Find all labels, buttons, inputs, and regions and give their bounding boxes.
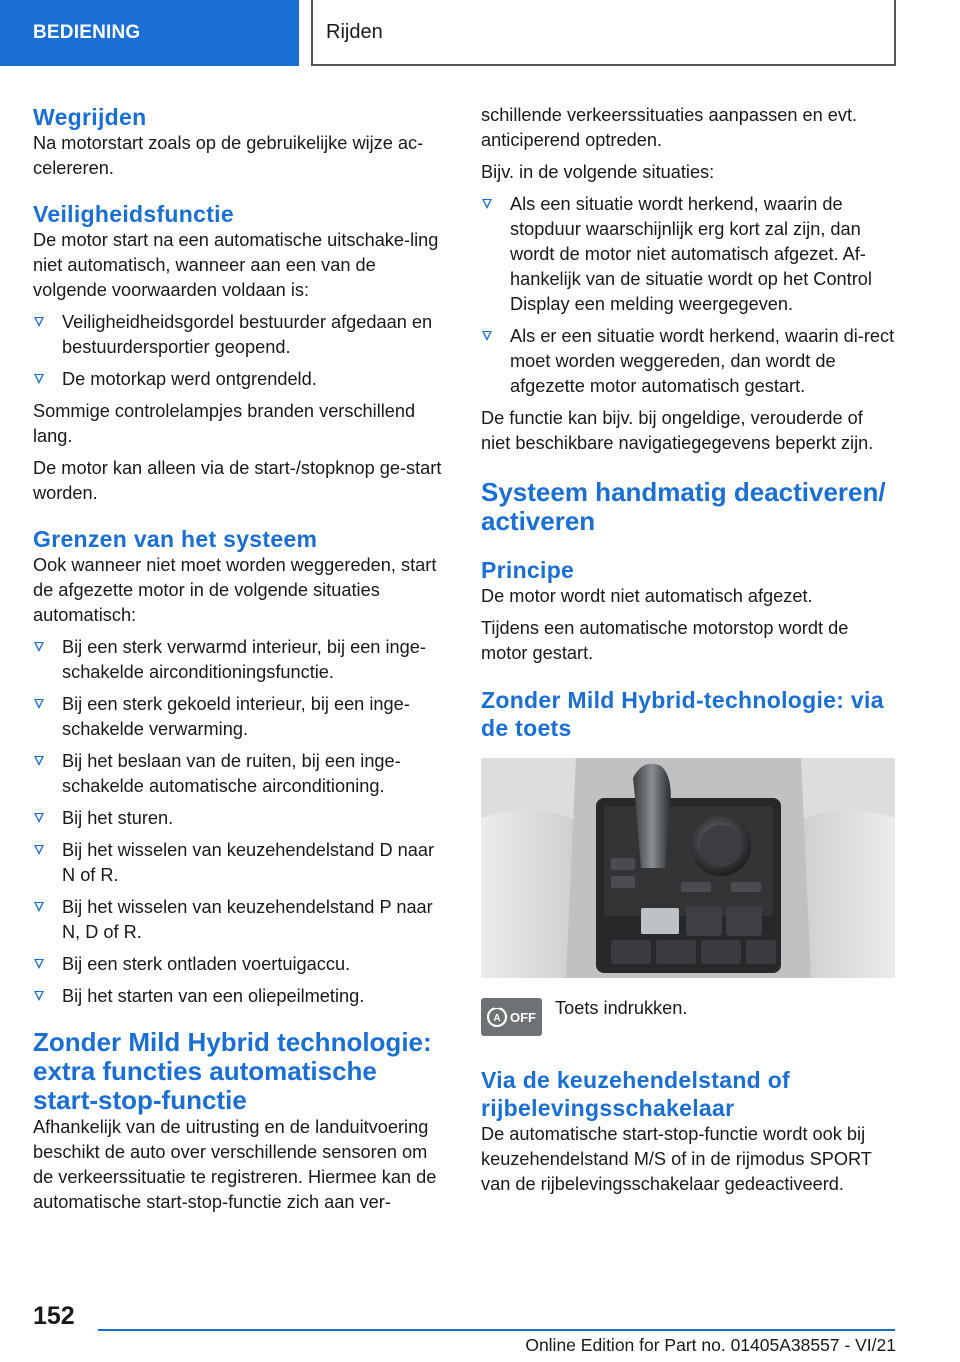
section-label: BEDIENING — [33, 22, 141, 43]
center-console-photo — [481, 758, 895, 978]
triangle-bullet-icon — [34, 959, 44, 969]
paragraph: Tijdens een automatische motorstop wordt de motor gestart. — [481, 618, 849, 663]
edition-note: Online Edition for Part no. 01405A38557 - VI/21 — [525, 1335, 896, 1355]
key-instruction-text: Toets indrukken. — [555, 998, 688, 1018]
triangle-bullet-icon — [34, 756, 44, 766]
paragraph: Sommige controlelampjes branden verschillend lang. — [33, 401, 416, 446]
list-item: Als een situatie wordt herkend, waarin de stopduur waarschijnlijk erg kort zal zijn, dan wordt de motor niet automatisch afgezet. Af-hankelijk van de situatie wordt op het Control Display een melding weergegeven. — [481, 192, 895, 317]
triangle-bullet-icon — [482, 331, 492, 341]
section-heading-principe: Principe — [481, 557, 575, 583]
triangle-bullet-icon — [482, 199, 492, 209]
triangle-bullet-icon — [34, 845, 44, 855]
triangle-bullet-icon — [34, 317, 44, 327]
left-column — [33, 103, 449, 1215]
paragraph: Afhankelijk van de uitrusting en de landuitvoering beschikt de auto over verschillende sensoren om de verkeerssituatie te registreren. Hiermee kan de automatische start-stop-functie zich aan ver- — [33, 1117, 437, 1212]
list-item: Veiligheidheidsgordel bestuurder afgedaan en bestuurdersportier geopend. — [33, 310, 449, 360]
list-item: Bij het beslaan van de ruiten, bij een inge-schakelde automatische airconditioning. — [33, 749, 449, 799]
paragraph: schillende verkeerssituaties aanpassen en evt. anticiperend optreden. — [481, 105, 858, 150]
list-item: Bij het wisselen van keuzehendelstand P naar N, D of R. — [33, 895, 449, 945]
page-number: 152 — [33, 1302, 75, 1330]
triangle-bullet-icon — [34, 813, 44, 823]
paragraph: De automatische start-stop-functie wordt ook bij keuzehendelstand M/S of in de rijmodus SPORT van de rijbelevingsschakelaar gedeactiveerd. — [481, 1124, 872, 1194]
list-item: Bij een sterk ontladen voertuigaccu. — [33, 952, 449, 977]
bullet-list — [481, 192, 895, 399]
list-item: Bij het wisselen van keuzehendelstand D naar N of R. — [33, 838, 449, 888]
paragraph: Ook wanneer niet moet worden weggereden, start de afgezette motor in de volgende situaties automatisch: — [33, 555, 437, 625]
key-icon-label: OFF — [510, 1010, 536, 1025]
section-heading-zonder-mild-hybrid: Zonder Mild Hybrid technologie: extra functies automatische start-stop-functie — [33, 1027, 432, 1115]
section-tab — [0, 0, 299, 66]
section-heading-via-de-toets: Zonder Mild Hybrid-technologie: via de toets — [481, 687, 884, 741]
section-heading-via-keuzehendel: Via de keuzehendelstand of rijbelevingsschakelaar — [481, 1067, 791, 1121]
paragraph: De motor kan alleen via de start-/stopknop ge-start worden. — [33, 458, 442, 503]
svg-text:A: A — [493, 1013, 501, 1024]
right-column — [481, 103, 895, 1197]
triangle-bullet-icon — [34, 642, 44, 652]
bullet-list — [33, 635, 449, 1009]
paragraph: De functie kan bijv. bij ongeldige, verouderde of niet beschikbare navigatiegegevens beperkt zijn. — [481, 408, 874, 453]
paragraph: De motor wordt niet automatisch afgezet. — [481, 586, 813, 606]
list-item: Bij het sturen. — [33, 806, 449, 831]
list-item: De motorkap werd ontgrendeld. — [33, 367, 449, 392]
paragraph: Na motorstart zoals op de gebruikelijke wijze ac-celereren. — [33, 133, 424, 178]
triangle-bullet-icon — [34, 374, 44, 384]
footer-divider — [98, 1329, 895, 1331]
key-instruction — [481, 998, 895, 1036]
paragraph: De motor start na een automatische uitschake-ling niet automatisch, wanneer aan een van de volgende voorwaarden voldaan is: — [33, 230, 439, 300]
center-console-illustration — [481, 758, 895, 978]
list-item: Als er een situatie wordt herkend, waarin di-rect moet worden weggereden, dan wordt de afgezette motor automatisch gestart. — [481, 324, 895, 399]
section-heading-systeem-handmatig: Systeem handmatig deactiveren/ activeren — [481, 477, 886, 536]
list-item: Bij een sterk gekoeld interieur, bij een inge-schakelde verwarming. — [33, 692, 449, 742]
triangle-bullet-icon — [34, 699, 44, 709]
paragraph: Bijv. in de volgende situaties: — [481, 162, 715, 182]
list-item: Bij het starten van een oliepeilmeting. — [33, 984, 449, 1009]
list-item: Bij een sterk verwarmd interieur, bij een inge-schakelde airconditioningsfunctie. — [33, 635, 449, 685]
section-heading-wegrijden: Wegrijden — [33, 104, 147, 130]
chapter-title: Rijden — [326, 20, 383, 43]
section-heading-veiligheidsfunctie: Veiligheidsfunctie — [33, 201, 234, 227]
bullet-list — [33, 310, 449, 392]
chapter-header — [311, 0, 896, 66]
triangle-bullet-icon — [34, 902, 44, 912]
section-heading-grenzen: Grenzen van het systeem — [33, 526, 318, 552]
auto-start-stop-off-icon — [481, 998, 542, 1036]
triangle-bullet-icon — [34, 991, 44, 1001]
